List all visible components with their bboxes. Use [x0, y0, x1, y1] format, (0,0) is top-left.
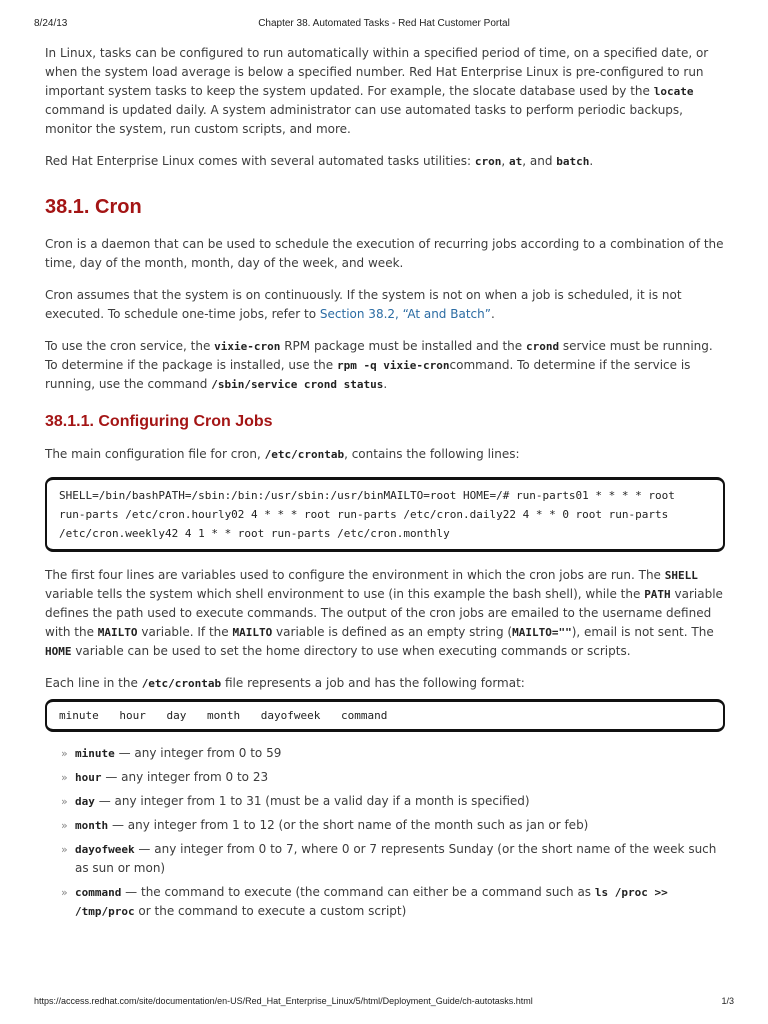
- code-line: /etc/cron.weekly42 4 1 * * root run-parts /etc/cron.monthly: [59, 527, 450, 540]
- list-item: » dayofweek — any integer from 0 to 7, where 0 or 7 represents Sunday (or the short name of the week such as sun or mon): [61, 842, 717, 875]
- inline-code: rpm -q vixie-cron: [336, 359, 450, 372]
- list-item: » hour — any integer from 0 to 23: [61, 768, 725, 787]
- format-field: hour: [119, 709, 146, 722]
- crontab-format-block: [45, 699, 725, 732]
- inline-code: MAILTO="": [512, 626, 572, 639]
- inline-code: ls /proc >>: [594, 886, 668, 899]
- format-field: minute: [59, 709, 99, 722]
- inline-code: MAILTO: [232, 626, 273, 639]
- section-heading-cron: 38.1. Cron: [45, 196, 142, 218]
- field-name: day: [75, 795, 95, 808]
- inline-code: at: [508, 155, 523, 168]
- list-item: » month — any integer from 1 to 12 (or the short name of the month such as jan or feb): [61, 816, 725, 835]
- bullet-icon: »: [61, 747, 68, 760]
- field-list: [61, 744, 725, 921]
- bullet-icon: »: [61, 886, 68, 899]
- print-url: https://access.redhat.com/site/documentation/en-US/Red_Hat_Enterprise_Linux/5/html/Deployment_Guide/ch-autotasks.html: [34, 996, 533, 1006]
- field-name: minute: [75, 747, 115, 760]
- inline-code: crond: [525, 340, 560, 353]
- cron-paragraph-2: Cron assumes that the system is on continuously. If the system is not on when a job is scheduled, it is not executed. To schedule one-time jobs, refer to Section 38.2, “At and Batch”.: [45, 288, 682, 321]
- list-item: » command — the command to execute (the command can either be a command such as ls /proc >> /tmp/proc or the command to execute a custom script): [61, 885, 668, 918]
- config-paragraph-1: The main configuration file for cron, /etc/crontab, contains the following lines:: [45, 447, 520, 461]
- inline-code: MAILTO: [97, 626, 138, 639]
- format-field: month: [207, 709, 241, 722]
- inline-code: /tmp/proc: [75, 905, 135, 918]
- inline-code: /etc/crontab: [264, 448, 345, 461]
- cron-paragraph-3: To use the cron service, the vixie-cron RPM package must be installed and the crond service must be running. To determine if the package is installed, use the rpm -q vixie-croncommand. To determine if the service is running, use the command /sbin/service crond status.: [45, 339, 713, 391]
- print-footer: [34, 996, 734, 1010]
- inline-code: batch: [556, 155, 590, 168]
- bullet-icon: »: [61, 843, 68, 856]
- field-name: dayofweek: [75, 843, 135, 856]
- print-page-title: Chapter 38. Automated Tasks - Red Hat Customer Portal: [258, 18, 510, 29]
- config-paragraph-3: Each line in the /etc/crontab file represents a job and has the following format:: [45, 676, 525, 690]
- field-name: month: [75, 819, 109, 832]
- print-date: 8/24/13: [34, 18, 68, 29]
- inline-code: SHELL: [664, 569, 698, 582]
- inline-code: /etc/crontab: [141, 677, 222, 690]
- print-header: [34, 18, 734, 32]
- field-name: command: [75, 886, 122, 899]
- crontab-code-block: [45, 477, 725, 552]
- bullet-icon: »: [61, 795, 68, 808]
- format-field: command: [340, 709, 388, 722]
- field-name: hour: [75, 771, 102, 784]
- page-number: 1/3: [721, 996, 734, 1006]
- cron-paragraph-1: Cron is a daemon that can be used to schedule the execution of recurring jobs according to a combination of the time, day of the month, month, day of the week, and week.: [45, 237, 724, 270]
- document-content: [45, 44, 725, 926]
- code-line: run-parts /etc/cron.hourly02 4 * * * root run-parts /etc/cron.daily22 4 * * 0 root run-parts: [59, 508, 669, 521]
- config-paragraph-2: The first four lines are variables used to configure the environment in which the cron jobs are run. The SHELL variable tells the system which shell environment to use (in this example the bash shell), while the PATH variable defines the path used to execute commands. The output of the cron jobs are emailed to the username defined with the MAILTO variable. If the MAILTO variable is defined as an empty string (MAILTO=""), email is not sent. The HOME variable can be used to set the home directory to use when executing commands or scripts.: [45, 568, 723, 658]
- inline-code: vixie-cron: [214, 340, 281, 353]
- bullet-icon: »: [61, 819, 68, 832]
- at-and-batch-link[interactable]: Section 38.2, “At and Batch”: [319, 307, 491, 321]
- inline-code: HOME: [45, 645, 72, 658]
- bullet-icon: »: [61, 771, 68, 784]
- subsection-heading-configuring-cron-jobs: 38.1.1. Configuring Cron Jobs: [45, 413, 273, 430]
- intro-paragraph-2: Red Hat Enterprise Linux comes with several automated tasks utilities: cron, at, and batch.: [45, 154, 594, 168]
- inline-code: PATH: [644, 588, 671, 601]
- inline-code: /sbin/service crond status: [211, 378, 384, 391]
- inline-code: locate: [653, 85, 694, 98]
- code-line: SHELL=/bin/bashPATH=/sbin:/bin:/usr/sbin:/usr/binMAILTO=root HOME=/# run-parts01 * * * * root: [59, 489, 675, 502]
- list-item: » minute — any integer from 0 to 59: [61, 744, 725, 763]
- format-field: day: [166, 709, 187, 722]
- list-item: » day — any integer from 1 to 31 (must be a valid day if a month is specified): [61, 792, 725, 811]
- format-field: dayofweek: [260, 709, 321, 722]
- inline-code: cron: [474, 155, 502, 168]
- intro-paragraph-1: In Linux, tasks can be configured to run automatically within a specified period of time, on a specified date, or when the system load average is below a specified number. Red Hat Enterprise Linux is pre-configured to run important system tasks to keep the system updated. For example, the slocate database used by the locate command is updated daily. A system administrator can use automated tasks to perform periodic backups, monitor the system, run custom scripts, and more.: [45, 46, 709, 136]
